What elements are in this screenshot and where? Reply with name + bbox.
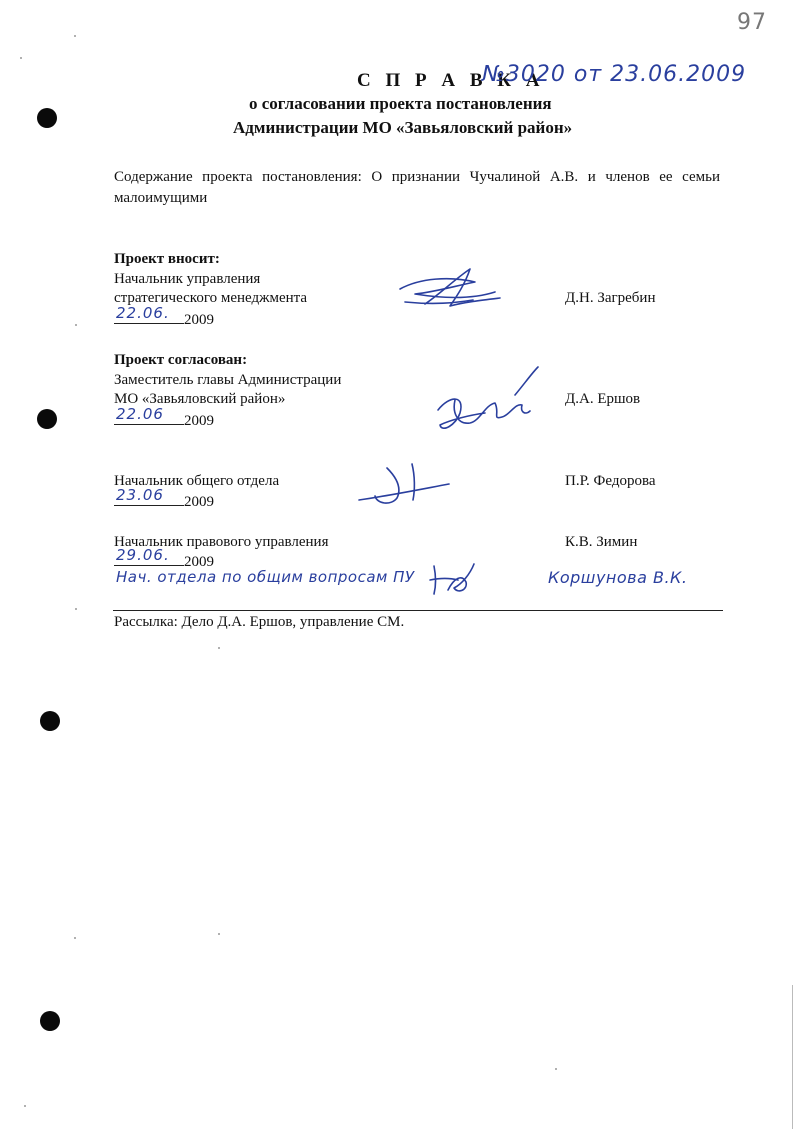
scan-speck bbox=[75, 324, 77, 326]
submitter-position-line2: стратегического менеджмента bbox=[114, 290, 308, 306]
punch-hole bbox=[40, 1011, 60, 1031]
scan-speck bbox=[74, 937, 76, 939]
legal-dept-position: Начальник правового управления bbox=[114, 534, 329, 550]
scan-speck bbox=[218, 647, 220, 649]
document-title: С П Р А В К А bbox=[357, 70, 545, 91]
submitter-signature bbox=[395, 264, 505, 314]
legal-dept-name: К.В. Зимин bbox=[565, 534, 638, 550]
approved-name: Д.А. Ершов bbox=[565, 391, 641, 407]
punch-hole bbox=[37, 108, 57, 128]
submitter-year: 2009 bbox=[184, 312, 214, 328]
scan-speck bbox=[75, 608, 77, 610]
scan-speck bbox=[555, 1068, 557, 1070]
content-line2: малоимущими bbox=[114, 190, 208, 206]
legal-dept-year: 2009 bbox=[184, 554, 214, 570]
submitter-name: Д.Н. Загребин bbox=[565, 290, 656, 306]
approved-date-handwritten: 22.06 bbox=[116, 405, 164, 423]
submitter-date-handwritten: 22.06. bbox=[116, 304, 170, 322]
document-subtitle-line1: о согласовании проекта постановления bbox=[249, 94, 552, 113]
scan-edge-line bbox=[792, 985, 793, 1129]
scan-speck bbox=[24, 1105, 26, 1107]
general-dept-signature bbox=[357, 460, 452, 510]
submitter-position-line1: Начальник управления bbox=[114, 271, 261, 287]
legal-dept-date-handwritten: 29.06. bbox=[116, 546, 170, 564]
punch-hole bbox=[40, 711, 60, 731]
general-dept-date-handwritten: 23.06 bbox=[116, 486, 164, 504]
approved-heading: Проект согласован: bbox=[114, 352, 248, 368]
general-dept-name: П.Р. Федорова bbox=[565, 473, 656, 489]
approved-signature bbox=[430, 365, 545, 440]
general-dept-position: Начальник общего отдела bbox=[114, 473, 280, 489]
scan-speck bbox=[218, 933, 220, 935]
handwritten-extra-name: Коршунова В.К. bbox=[548, 568, 688, 587]
scan-speck bbox=[74, 35, 76, 37]
punch-hole bbox=[37, 409, 57, 429]
general-dept-year: 2009 bbox=[184, 494, 214, 510]
registration-number-handwritten: №3020 от 23.06.2009 bbox=[482, 62, 747, 87]
distribution-separator bbox=[113, 610, 723, 611]
distribution-list: Рассылка: Дело Д.А. Ершов, управление СМ. bbox=[114, 614, 405, 630]
handwritten-extra-position: Нач. отдела по общим вопросам ПУ bbox=[116, 568, 415, 586]
approved-year: 2009 bbox=[184, 413, 214, 429]
content-line1: Содержание проекта постановления: О признании Чучалиной А.В. и членов ее семьи bbox=[114, 169, 720, 185]
page-number: 97 bbox=[737, 10, 767, 35]
handwritten-extra-signature bbox=[428, 560, 478, 600]
approved-position-line1: Заместитель главы Администрации bbox=[114, 372, 342, 388]
scan-speck bbox=[20, 57, 22, 59]
document-subtitle-line2: Администрации МО «Завьяловский район» bbox=[233, 118, 573, 137]
approved-position-line2: МО «Завьяловский район» bbox=[114, 391, 286, 407]
submitter-heading: Проект вносит: bbox=[114, 251, 220, 267]
